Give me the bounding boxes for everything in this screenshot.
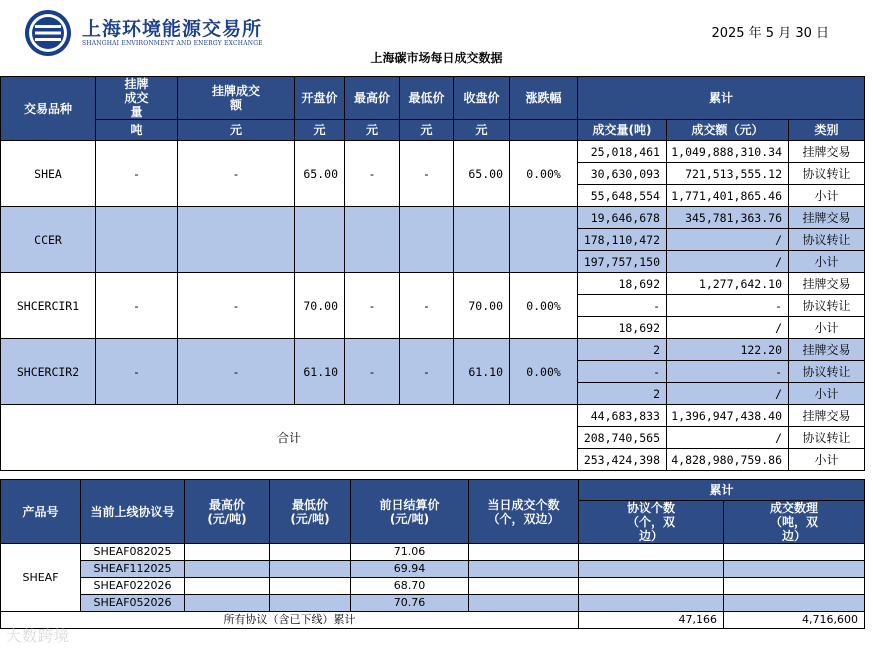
prev-settle: 69.94 bbox=[351, 561, 469, 578]
summary-label: 所有协议（含已下线）累计 bbox=[1, 612, 579, 629]
t2-cum-volume bbox=[724, 561, 865, 578]
futures-contract-table bbox=[0, 479, 865, 629]
unit-listed-volume: 吨 bbox=[96, 120, 178, 141]
cum-amount: 721,513,555.12 bbox=[667, 163, 789, 185]
summary-row bbox=[1, 612, 865, 629]
header-high: 最高价 bbox=[345, 77, 400, 120]
cum-volume: 25,018,461 bbox=[578, 141, 667, 163]
cum-amount: 1,771,401,865.46 bbox=[667, 185, 789, 207]
header-product: 交易品种 bbox=[1, 77, 96, 141]
close-price: 65.00 bbox=[454, 141, 510, 207]
t2-high bbox=[185, 544, 270, 561]
header-t2-low: 最低价(元/吨) bbox=[270, 480, 351, 544]
cum-type: 协议转让 bbox=[789, 229, 865, 251]
total-amount: 4,828,980,759.86 bbox=[667, 449, 789, 471]
table-row bbox=[1, 141, 865, 163]
cum-amount: 1,049,888,310.34 bbox=[667, 141, 789, 163]
t2-low bbox=[270, 544, 351, 561]
listed-volume bbox=[96, 207, 178, 273]
header-cum-count: 协议个数（个，双边） bbox=[579, 501, 724, 544]
total-volume: 253,424,398 bbox=[578, 449, 667, 471]
prev-settle: 71.06 bbox=[351, 544, 469, 561]
t2-cum-volume bbox=[724, 595, 865, 612]
header-close: 收盘价 bbox=[454, 77, 510, 120]
total-row bbox=[1, 405, 865, 427]
daily-trading-table bbox=[0, 76, 865, 471]
cum-amount: / bbox=[667, 383, 789, 405]
header-product-no: 产品号 bbox=[1, 480, 81, 544]
open-price: 61.10 bbox=[295, 339, 345, 405]
header-cum-volume: 成交数理（吨，双边） bbox=[724, 501, 865, 544]
total-volume: 208,740,565 bbox=[578, 427, 667, 449]
header-t2-cumulative: 累计 bbox=[579, 480, 865, 501]
table-row bbox=[1, 207, 865, 229]
t2-high bbox=[185, 578, 270, 595]
listed-volume: - bbox=[96, 273, 178, 339]
summary-cum-volume: 4,716,600 bbox=[724, 612, 865, 629]
total-amount: / bbox=[667, 427, 789, 449]
listed-volume: - bbox=[96, 339, 178, 405]
today-count bbox=[469, 578, 579, 595]
table-row bbox=[1, 339, 865, 361]
summary-cum-count: 47,166 bbox=[579, 612, 724, 629]
header-cumulative: 累计 bbox=[578, 77, 865, 120]
header-listed-volume: 挂牌成交量 bbox=[96, 77, 178, 120]
contract-id: SHEAF082025 bbox=[81, 544, 185, 561]
unit-cum-type: 类别 bbox=[789, 120, 865, 141]
open-price: 70.00 bbox=[295, 273, 345, 339]
cum-volume: 18,692 bbox=[578, 317, 667, 339]
high-price: - bbox=[345, 273, 400, 339]
low-price: - bbox=[400, 273, 454, 339]
product-name: CCER bbox=[1, 207, 96, 273]
cum-amount: - bbox=[667, 295, 789, 317]
unit-cum-volume: 成交量(吨) bbox=[578, 120, 667, 141]
t2-cum-count bbox=[579, 544, 724, 561]
change-pct: 0.00% bbox=[510, 273, 578, 339]
t2-cum-count bbox=[579, 561, 724, 578]
t2-low bbox=[270, 578, 351, 595]
cum-type: 挂牌交易 bbox=[789, 207, 865, 229]
cum-volume: 178,110,472 bbox=[578, 229, 667, 251]
contract-row bbox=[1, 595, 865, 612]
product-name: SHCERCIR1 bbox=[1, 273, 96, 339]
cum-volume: 19,646,678 bbox=[578, 207, 667, 229]
open-price: 65.00 bbox=[295, 141, 345, 207]
cum-type: 协议转让 bbox=[789, 295, 865, 317]
header-listed-amount: 挂牌成交额 bbox=[178, 77, 295, 120]
cum-type: 协议转让 bbox=[789, 163, 865, 185]
cum-type: 挂牌交易 bbox=[789, 339, 865, 361]
product-no: SHEAF bbox=[1, 544, 81, 612]
open-price bbox=[295, 207, 345, 273]
cum-volume: 197,757,150 bbox=[578, 251, 667, 273]
total-amount: 1,396,947,438.40 bbox=[667, 405, 789, 427]
cum-volume: 30,630,093 bbox=[578, 163, 667, 185]
cum-type: 挂牌交易 bbox=[789, 141, 865, 163]
close-price: 70.00 bbox=[454, 273, 510, 339]
today-count bbox=[469, 544, 579, 561]
header-open: 开盘价 bbox=[295, 77, 345, 120]
listed-amount bbox=[178, 207, 295, 273]
cum-volume: - bbox=[578, 361, 667, 383]
change-pct bbox=[510, 207, 578, 273]
cum-amount: 122.20 bbox=[667, 339, 789, 361]
cum-amount: / bbox=[667, 317, 789, 339]
cum-amount: / bbox=[667, 229, 789, 251]
cum-type: 小计 bbox=[789, 251, 865, 273]
cum-volume: 2 bbox=[578, 339, 667, 361]
low-price: - bbox=[400, 141, 454, 207]
cum-amount: 1,277,642.10 bbox=[667, 273, 789, 295]
unit-high: 元 bbox=[345, 120, 400, 141]
brand-name-english: SHANGHAI ENVIRONMENT AND ENERGY EXCHANGE bbox=[82, 40, 263, 47]
unit-low: 元 bbox=[400, 120, 454, 141]
total-label: 合计 bbox=[1, 405, 578, 471]
watermark: 大数跨境 bbox=[6, 627, 71, 645]
t2-cum-count bbox=[579, 578, 724, 595]
high-price: - bbox=[345, 339, 400, 405]
header-today-count: 当日成交个数（个，双边） bbox=[469, 480, 579, 544]
table-row bbox=[1, 273, 865, 295]
close-price: 61.10 bbox=[454, 339, 510, 405]
cum-type: 挂牌交易 bbox=[789, 273, 865, 295]
header-low: 最低价 bbox=[400, 77, 454, 120]
today-count bbox=[469, 561, 579, 578]
listed-amount: - bbox=[178, 339, 295, 405]
prev-settle: 68.70 bbox=[351, 578, 469, 595]
header-change: 涨跌幅 bbox=[510, 77, 578, 120]
header-contract: 当前上线协议号 bbox=[81, 480, 185, 544]
t2-high bbox=[185, 595, 270, 612]
total-volume: 44,683,833 bbox=[578, 405, 667, 427]
t2-low bbox=[270, 595, 351, 612]
listed-amount: - bbox=[178, 273, 295, 339]
product-name: SHEA bbox=[1, 141, 96, 207]
product-name: SHCERCIR2 bbox=[1, 339, 96, 405]
report-date: 2025 年 5 月 30 日 bbox=[711, 26, 829, 41]
low-price: - bbox=[400, 339, 454, 405]
cum-volume: - bbox=[578, 295, 667, 317]
cum-type: 小计 bbox=[789, 185, 865, 207]
contract-id: SHEAF022026 bbox=[81, 578, 185, 595]
unit-change bbox=[510, 120, 578, 141]
listed-amount: - bbox=[178, 141, 295, 207]
cum-volume: 2 bbox=[578, 383, 667, 405]
prev-settle: 70.76 bbox=[351, 595, 469, 612]
contract-row bbox=[1, 544, 865, 561]
contract-id: SHEAF052026 bbox=[81, 595, 185, 612]
cum-amount: - bbox=[667, 361, 789, 383]
unit-close: 元 bbox=[454, 120, 510, 141]
unit-listed-amount: 元 bbox=[178, 120, 295, 141]
t2-cum-volume bbox=[724, 544, 865, 561]
header-prev-settle: 前日结算价(元/吨) bbox=[351, 480, 469, 544]
cum-amount: 345,781,363.76 bbox=[667, 207, 789, 229]
change-pct: 0.00% bbox=[510, 141, 578, 207]
listed-volume: - bbox=[96, 141, 178, 207]
low-price bbox=[400, 207, 454, 273]
total-type: 小计 bbox=[789, 449, 865, 471]
change-pct: 0.00% bbox=[510, 339, 578, 405]
cum-type: 小计 bbox=[789, 383, 865, 405]
today-count bbox=[469, 595, 579, 612]
t2-high bbox=[185, 561, 270, 578]
page-title: 上海碳市场每日成交数据 bbox=[370, 51, 503, 65]
t2-cum-count bbox=[579, 595, 724, 612]
brand-name: 上海环境能源交易所 bbox=[82, 18, 263, 40]
total-type: 挂牌交易 bbox=[789, 405, 865, 427]
cum-volume: 18,692 bbox=[578, 273, 667, 295]
cum-type: 协议转让 bbox=[789, 361, 865, 383]
cum-type: 小计 bbox=[789, 317, 865, 339]
t2-low bbox=[270, 561, 351, 578]
t2-cum-volume bbox=[724, 578, 865, 595]
cum-volume: 55,648,554 bbox=[578, 185, 667, 207]
unit-cum-amount: 成交额（元） bbox=[667, 120, 789, 141]
high-price bbox=[345, 207, 400, 273]
unit-open: 元 bbox=[295, 120, 345, 141]
header-t2-high: 最高价(元/吨) bbox=[185, 480, 270, 544]
cum-amount: / bbox=[667, 251, 789, 273]
contract-row bbox=[1, 561, 865, 578]
contract-id: SHEAF112025 bbox=[81, 561, 185, 578]
total-type: 协议转让 bbox=[789, 427, 865, 449]
high-price: - bbox=[345, 141, 400, 207]
close-price bbox=[454, 207, 510, 273]
contract-row bbox=[1, 578, 865, 595]
